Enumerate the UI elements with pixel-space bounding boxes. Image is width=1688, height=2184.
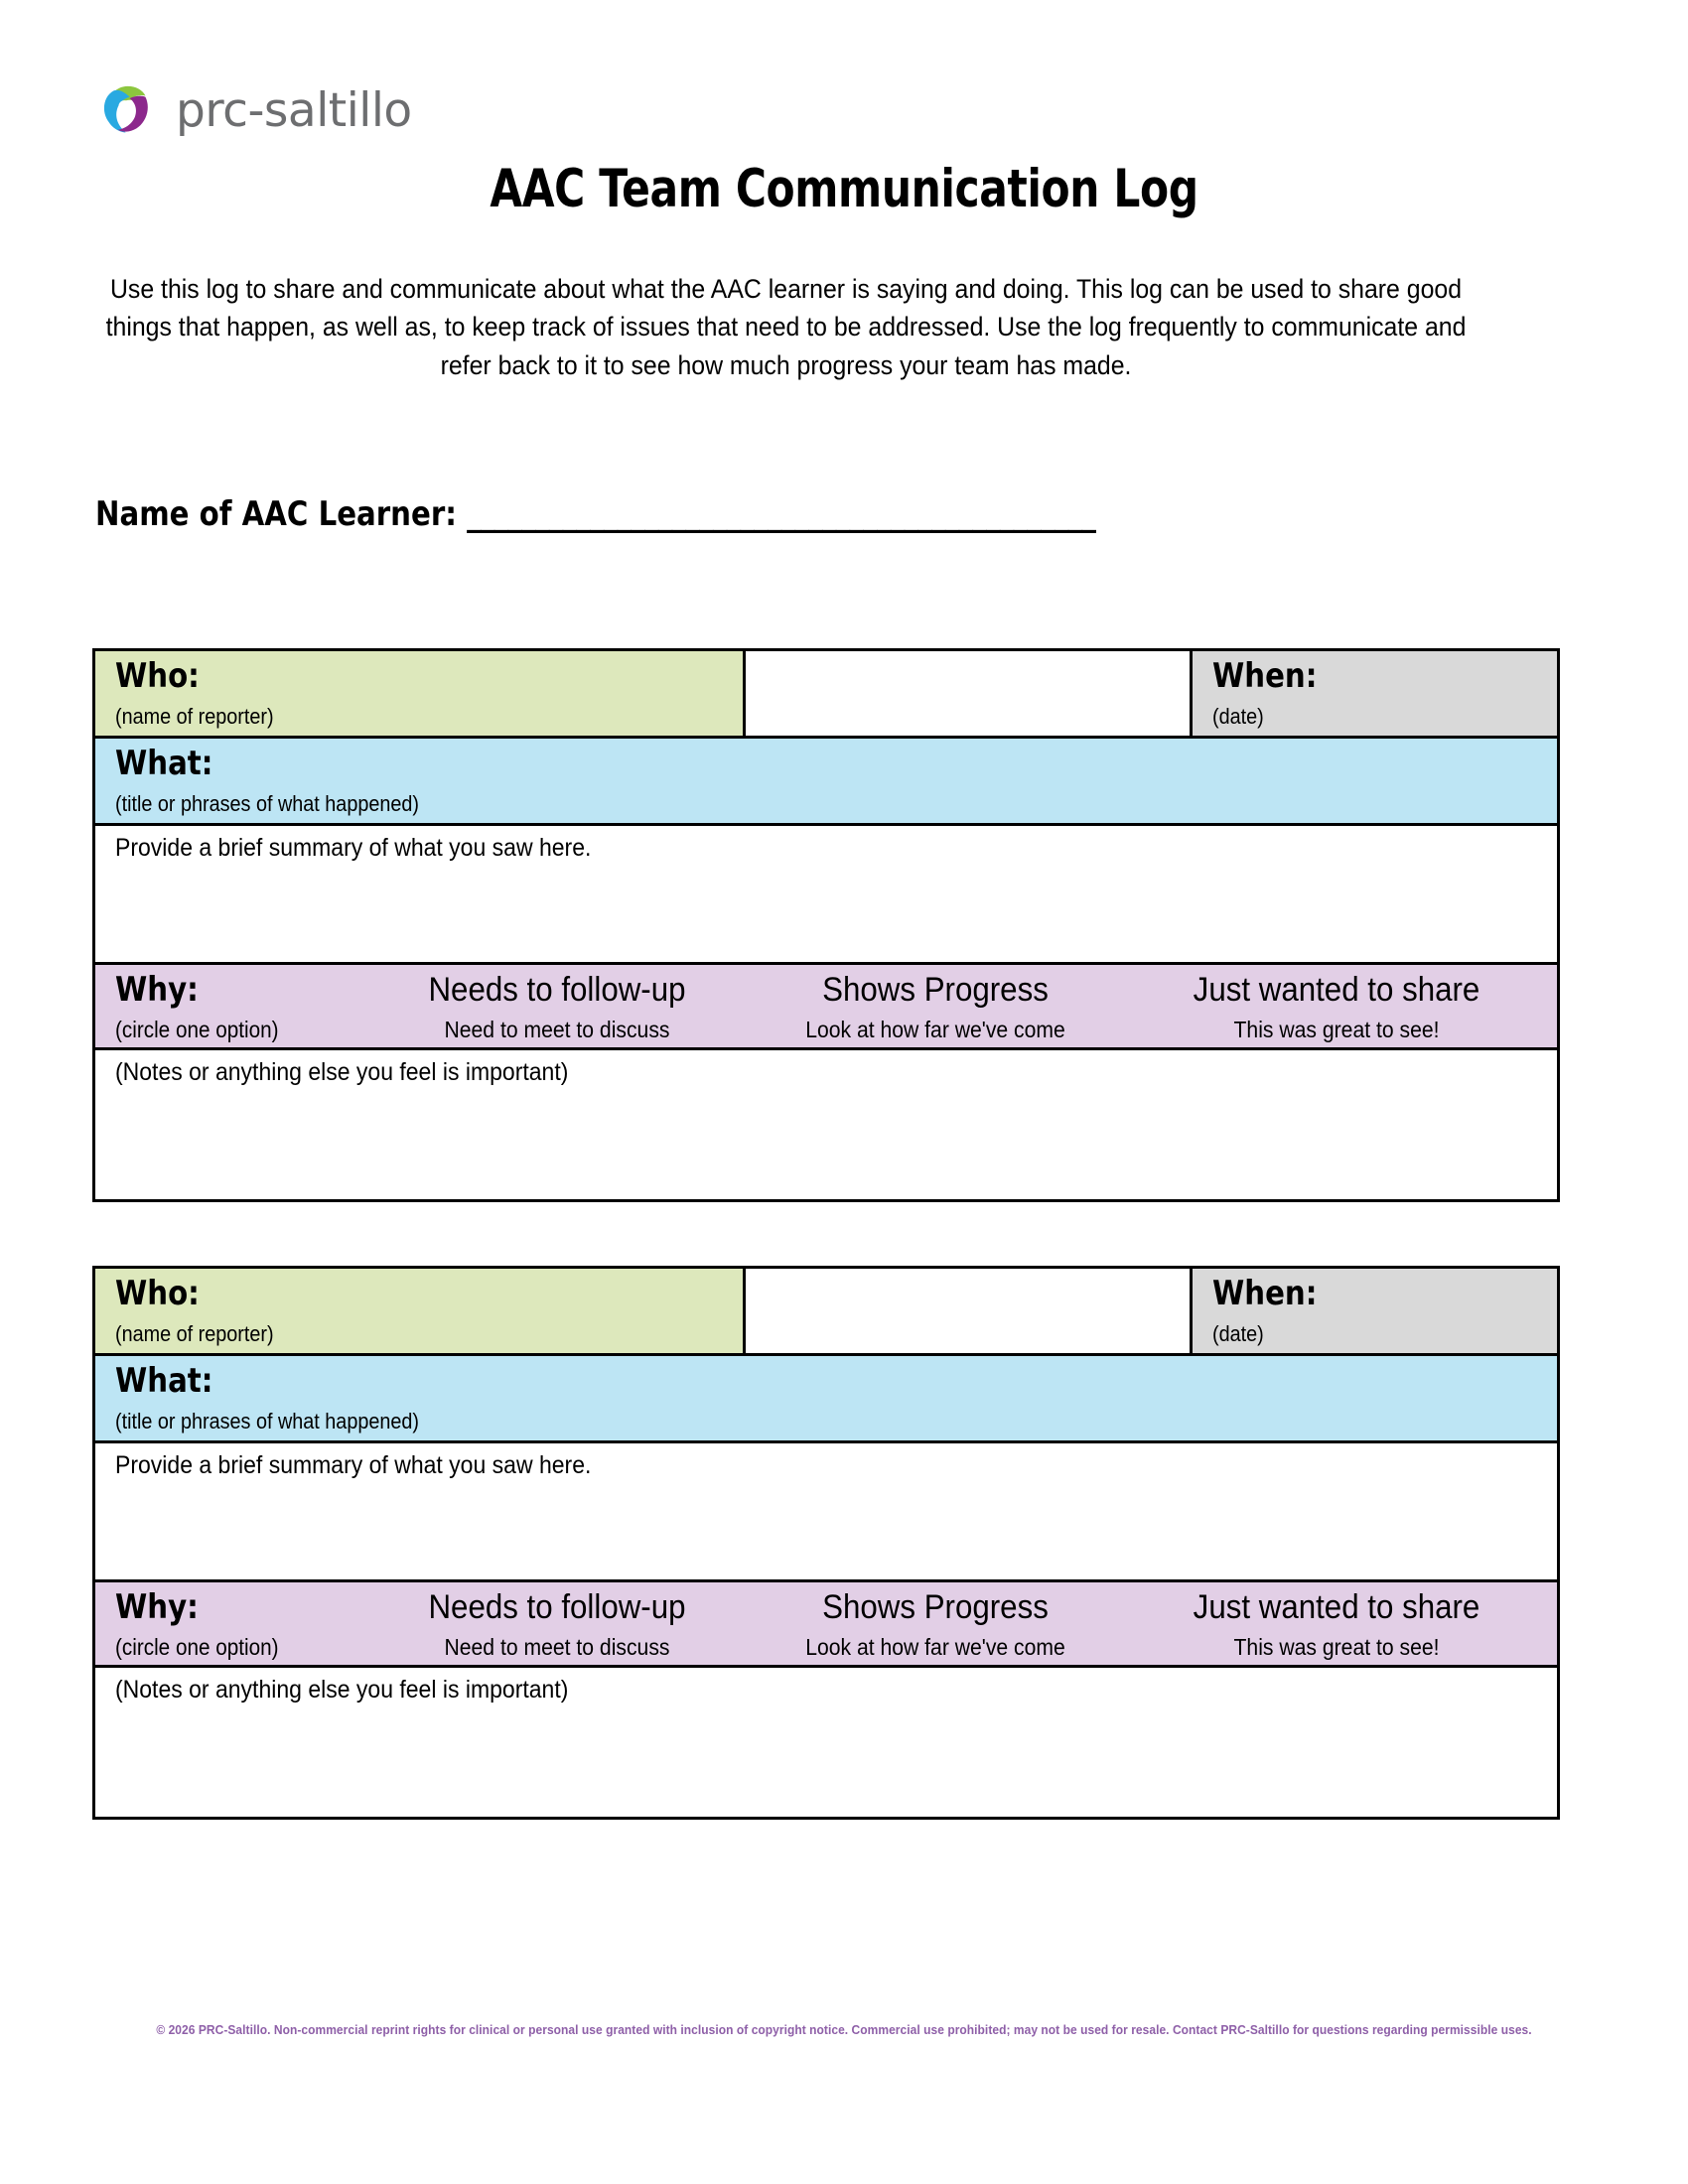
summary-prompt: Provide a brief summary of what you saw here. bbox=[115, 834, 592, 862]
summary-row[interactable] bbox=[95, 826, 1557, 965]
log-entry-block bbox=[92, 1266, 1560, 1820]
what-row[interactable] bbox=[95, 1356, 1557, 1443]
why-label: Why: bbox=[115, 970, 199, 1010]
learner-name-line bbox=[95, 494, 1095, 534]
who-label: Who: bbox=[115, 656, 200, 696]
why-option-title: Needs to follow-up bbox=[428, 1588, 686, 1626]
brand-logo bbox=[94, 77, 412, 143]
who-hint: (name of reporter) bbox=[115, 1321, 274, 1346]
when-label: When: bbox=[1212, 656, 1318, 696]
notes-row[interactable] bbox=[95, 1668, 1557, 1817]
intro-paragraph: Use this log to share and communicate about what the AAC learner is saying and doing. This log can be used to share good things that happen, as well as, to keep track of issues that need to be addressed. Use the log frequently to communicate and refer back to it to see how much progress your team has made. bbox=[105, 274, 1467, 380]
why-option-title: Shows Progress bbox=[822, 1588, 1049, 1626]
when-cell[interactable] bbox=[1190, 651, 1557, 736]
why-hint: (circle one option) bbox=[115, 1017, 279, 1042]
when-hint: (date) bbox=[1212, 704, 1264, 729]
who-cell[interactable] bbox=[95, 1269, 746, 1353]
why-hint: (circle one option) bbox=[115, 1634, 279, 1660]
why-option-title: Just wanted to share bbox=[1193, 1588, 1480, 1626]
who-hint: (name of reporter) bbox=[115, 704, 274, 729]
learner-name-blank[interactable]: ______________________________________________ bbox=[467, 494, 1096, 534]
what-label: What: bbox=[115, 1361, 213, 1401]
who-label: Who: bbox=[115, 1274, 200, 1313]
summary-row[interactable] bbox=[95, 1443, 1557, 1582]
who-when-row bbox=[95, 1269, 1557, 1356]
why-option-title: Shows Progress bbox=[822, 971, 1049, 1009]
notes-prompt: (Notes or anything else you feel is important) bbox=[115, 1676, 569, 1704]
when-label: When: bbox=[1212, 1274, 1318, 1313]
footer-copyright: © 2026 PRC-Saltillo. Non-commercial reprint rights for clinical or personal use granted with inclusion of copyright notice. Commercial use prohibited; may not be used for resale. Contact PRC-Saltillo for questions regarding permissible uses. bbox=[156, 2023, 1532, 2037]
why-option-subtitle: This was great to see! bbox=[1233, 1634, 1440, 1660]
summary-prompt: Provide a brief summary of what you saw here. bbox=[115, 1451, 592, 1479]
why-option-subtitle: Look at how far we've come bbox=[805, 1017, 1065, 1042]
why-option-needs-follow-up[interactable] bbox=[358, 965, 756, 1047]
log-entry-block bbox=[92, 648, 1560, 1202]
what-label: What: bbox=[115, 744, 213, 783]
notes-row[interactable] bbox=[95, 1050, 1557, 1199]
why-option-just-wanted-to-share[interactable] bbox=[1118, 965, 1555, 1047]
brand-wordmark: prc-saltillo bbox=[176, 82, 412, 138]
why-label: Why: bbox=[115, 1587, 199, 1627]
prc-saltillo-swirl-icon bbox=[94, 77, 160, 143]
when-cell[interactable] bbox=[1190, 1269, 1557, 1353]
why-row bbox=[95, 965, 1557, 1050]
why-option-shows-progress[interactable] bbox=[751, 965, 1120, 1047]
why-option-title: Needs to follow-up bbox=[428, 971, 686, 1009]
why-option-subtitle: Look at how far we've come bbox=[805, 1634, 1065, 1660]
why-option-needs-follow-up[interactable] bbox=[358, 1582, 756, 1665]
why-option-subtitle: Need to meet to discuss bbox=[444, 1017, 670, 1042]
why-option-subtitle: This was great to see! bbox=[1233, 1017, 1440, 1042]
why-option-shows-progress[interactable] bbox=[751, 1582, 1120, 1665]
what-hint: (title or phrases of what happened) bbox=[115, 791, 419, 816]
why-row bbox=[95, 1582, 1557, 1668]
when-hint: (date) bbox=[1212, 1321, 1264, 1346]
who-write-area[interactable] bbox=[746, 651, 1190, 736]
page-title: AAC Team Communication Log bbox=[490, 159, 1198, 219]
what-hint: (title or phrases of what happened) bbox=[115, 1409, 419, 1433]
who-when-row bbox=[95, 651, 1557, 739]
notes-prompt: (Notes or anything else you feel is important) bbox=[115, 1058, 569, 1086]
what-row[interactable] bbox=[95, 739, 1557, 826]
why-option-subtitle: Need to meet to discuss bbox=[444, 1634, 670, 1660]
who-cell[interactable] bbox=[95, 651, 746, 736]
who-write-area[interactable] bbox=[746, 1269, 1190, 1353]
why-option-title: Just wanted to share bbox=[1193, 971, 1480, 1009]
learner-name-label: Name of AAC Learner: bbox=[95, 494, 457, 534]
why-option-just-wanted-to-share[interactable] bbox=[1118, 1582, 1555, 1665]
